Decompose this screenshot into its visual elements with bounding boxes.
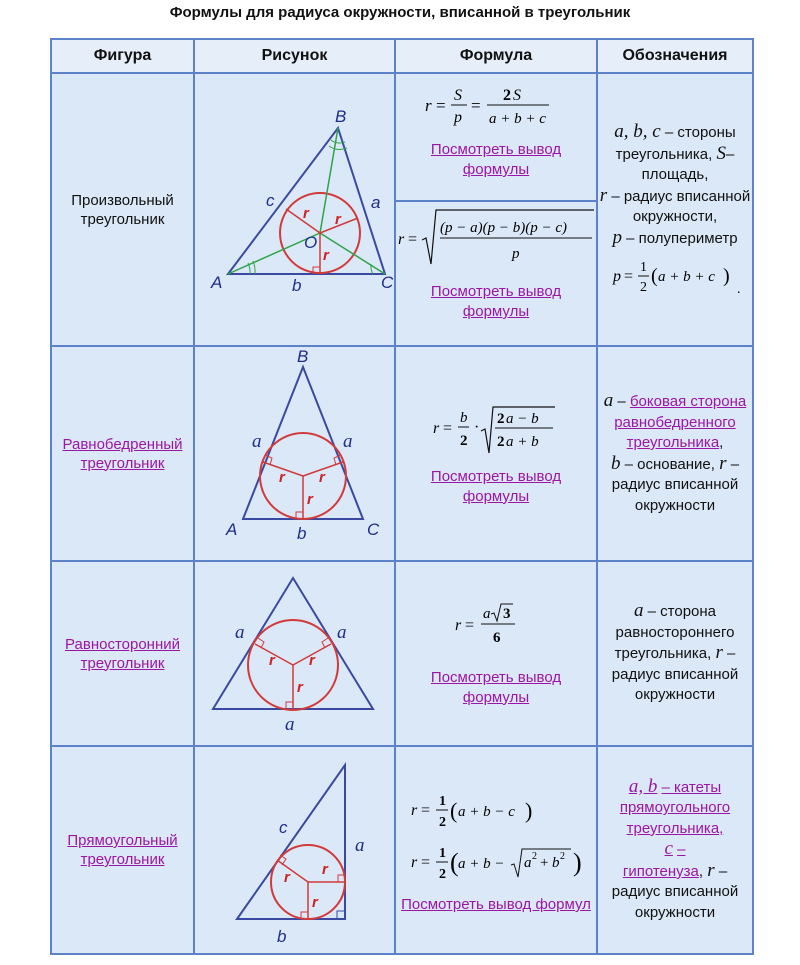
vertex-label-C: C xyxy=(381,272,394,292)
notation-right: a, b – катеты прямоугольного треугольника, c – гипотенуза, r – радиус вписанной окружности xyxy=(597,746,753,954)
formula-isosceles xyxy=(395,346,597,561)
formula-r-right xyxy=(401,785,591,887)
radius-label: r xyxy=(297,679,303,696)
svg-text:r: r xyxy=(455,616,462,634)
svg-text:1: 1 xyxy=(640,260,647,275)
picture-arbitrary xyxy=(194,73,395,346)
svg-text:p: p xyxy=(613,268,621,285)
formulas-table xyxy=(50,38,754,955)
formula-r-equilateral xyxy=(451,600,541,650)
formula-arbitrary xyxy=(395,73,597,346)
see-derivation-link[interactable]: Посмотреть вывод формулы xyxy=(430,668,562,706)
radius-label: r xyxy=(322,861,328,878)
svg-text:a + b + c: a + b + c xyxy=(658,269,715,285)
svg-text:2: 2 xyxy=(439,867,446,882)
svg-text:a: a xyxy=(524,855,532,871)
svg-text:a + b − c: a + b − c xyxy=(458,804,515,820)
formula-semiperimeter xyxy=(605,255,745,297)
radius-label: r xyxy=(307,491,313,508)
formula-right xyxy=(395,746,597,954)
svg-text:2: 2 xyxy=(503,87,511,104)
side-label-c: c xyxy=(266,190,275,210)
svg-text:6: 6 xyxy=(493,629,501,646)
table-row xyxy=(51,73,753,346)
svg-text:=: = xyxy=(421,802,431,819)
radius-label: r xyxy=(335,210,341,228)
formula-equilateral xyxy=(395,561,597,746)
table-row xyxy=(51,346,753,561)
vertex-label-A: A xyxy=(226,520,238,539)
side-label-c: c xyxy=(279,818,288,837)
svg-text:r: r xyxy=(398,231,405,248)
svg-text:(p − a)(p − b)(p − c): (p − a)(p − b)(p − c) xyxy=(440,220,567,236)
right-triangle-diagram xyxy=(195,747,392,948)
svg-text:=: = xyxy=(471,96,481,115)
svg-text:r: r xyxy=(411,854,418,871)
svg-text:b: b xyxy=(460,409,468,426)
svg-text:2: 2 xyxy=(497,433,505,450)
picture-isosceles xyxy=(194,346,395,561)
svg-text:=: = xyxy=(421,854,431,871)
header-picture: Рисунок xyxy=(194,39,395,73)
side-label-a: a xyxy=(337,622,347,643)
svg-text:): ) xyxy=(525,798,533,823)
radius-label: r xyxy=(269,652,275,669)
figure-arbitrary: Произвольный треугольник xyxy=(51,73,194,346)
svg-text:a + b −: a + b − xyxy=(458,856,505,872)
svg-text:2: 2 xyxy=(460,432,468,449)
svg-text:·: · xyxy=(474,418,480,436)
radius-label: r xyxy=(284,869,290,886)
center-label-O: O xyxy=(304,232,318,252)
header-formula: Формула xyxy=(395,39,597,73)
svg-text:=: = xyxy=(408,231,418,248)
svg-text:): ) xyxy=(723,265,730,287)
svg-text:=: = xyxy=(436,96,446,115)
figure-isosceles: Равнобедренный треугольник xyxy=(51,346,194,561)
svg-text:1: 1 xyxy=(439,794,446,809)
vertex-label-B: B xyxy=(297,347,309,366)
side-label-a: a xyxy=(371,192,381,212)
page-title: Формулы для радиуса окружности, вписанной в треугольник xyxy=(169,4,631,21)
formula-r-isosceles xyxy=(431,401,561,457)
side-label-a: a xyxy=(343,431,353,452)
radius-label: r xyxy=(312,894,318,911)
svg-text:2: 2 xyxy=(497,410,505,427)
side-label-a: a xyxy=(252,431,262,452)
see-derivation-link[interactable]: Посмотреть вывод формулы xyxy=(430,467,562,505)
svg-text:2: 2 xyxy=(560,851,565,862)
svg-text:a: a xyxy=(483,605,491,622)
svg-text:2: 2 xyxy=(640,280,647,295)
svg-text:r: r xyxy=(425,96,432,115)
notation-equilateral: a – сторона равностороннего треугольника, r – радиус вписанной окружности xyxy=(597,561,753,746)
vertex-label-B: B xyxy=(335,106,347,126)
figure-equilateral: Равносторонний треугольник xyxy=(51,561,194,746)
side-label-b: b xyxy=(277,927,287,946)
svg-text:(: ( xyxy=(450,798,458,823)
see-derivation-link[interactable]: Посмотреть вывод формулы xyxy=(430,141,562,178)
header-row xyxy=(51,39,753,73)
svg-text:S: S xyxy=(454,87,462,104)
picture-equilateral xyxy=(194,561,395,746)
svg-text:2: 2 xyxy=(532,851,537,862)
table-row xyxy=(51,561,753,746)
svg-text:=: = xyxy=(624,268,634,285)
svg-text:3: 3 xyxy=(503,605,511,622)
side-label-b: b xyxy=(297,524,307,543)
picture-right xyxy=(194,746,395,954)
svg-text:2: 2 xyxy=(439,815,446,830)
arbitrary-triangle-diagram xyxy=(195,78,392,337)
side-label-a: a xyxy=(285,714,295,735)
notation-isosceles: a – боковая сторона равнобедренного треугольника, b – основание, r – радиус вписанной окружности xyxy=(597,346,753,561)
svg-text:S: S xyxy=(513,87,521,104)
see-derivation-link[interactable]: Посмотреть вывод формул xyxy=(401,896,591,913)
svg-text:+: + xyxy=(540,855,549,871)
header-notation: Обозначения xyxy=(597,39,753,73)
radius-label: r xyxy=(279,469,285,486)
vertex-label-A: A xyxy=(211,272,223,292)
side-label-b: b xyxy=(292,275,302,295)
radius-label: r xyxy=(319,469,325,486)
svg-text:p: p xyxy=(454,109,462,126)
side-label-a: a xyxy=(355,835,365,856)
svg-text:): ) xyxy=(573,848,582,877)
svg-text:p: p xyxy=(512,246,520,262)
notation-arbitrary: a, b, c – стороны треугольника, S–площадь, r – радиус вписанной окружности, p – полупериметр p = 1 2 ( a + b + c ) . xyxy=(597,73,753,346)
svg-text:=: = xyxy=(443,419,453,437)
svg-text:a + b + c: a + b + c xyxy=(489,111,546,127)
figure-right: Прямоугольный треугольник xyxy=(51,746,194,954)
svg-text:a − b: a − b xyxy=(506,410,539,427)
svg-text:a + b: a + b xyxy=(506,433,539,450)
side-label-a: a xyxy=(235,622,245,643)
formula-r-s-p xyxy=(421,80,571,132)
equilateral-triangle-diagram xyxy=(195,562,392,740)
svg-text:1: 1 xyxy=(439,846,446,861)
formula-r-heron xyxy=(396,206,596,268)
radius-label: r xyxy=(309,652,315,669)
header-figure: Фигура xyxy=(51,39,194,73)
svg-text:b: b xyxy=(552,855,560,871)
radius-label: r xyxy=(323,246,329,264)
svg-text:.: . xyxy=(737,282,741,297)
vertex-label-C: C xyxy=(367,520,380,539)
isosceles-triangle-diagram xyxy=(195,347,392,555)
svg-text:(: ( xyxy=(450,848,459,877)
svg-text:=: = xyxy=(465,616,475,634)
see-derivation-link[interactable]: Посмотреть вывод формулы xyxy=(430,283,562,320)
table-row xyxy=(51,746,753,954)
svg-text:(: ( xyxy=(651,265,658,287)
svg-text:r: r xyxy=(433,419,440,437)
radius-label: r xyxy=(303,204,309,222)
svg-text:r: r xyxy=(411,802,418,819)
